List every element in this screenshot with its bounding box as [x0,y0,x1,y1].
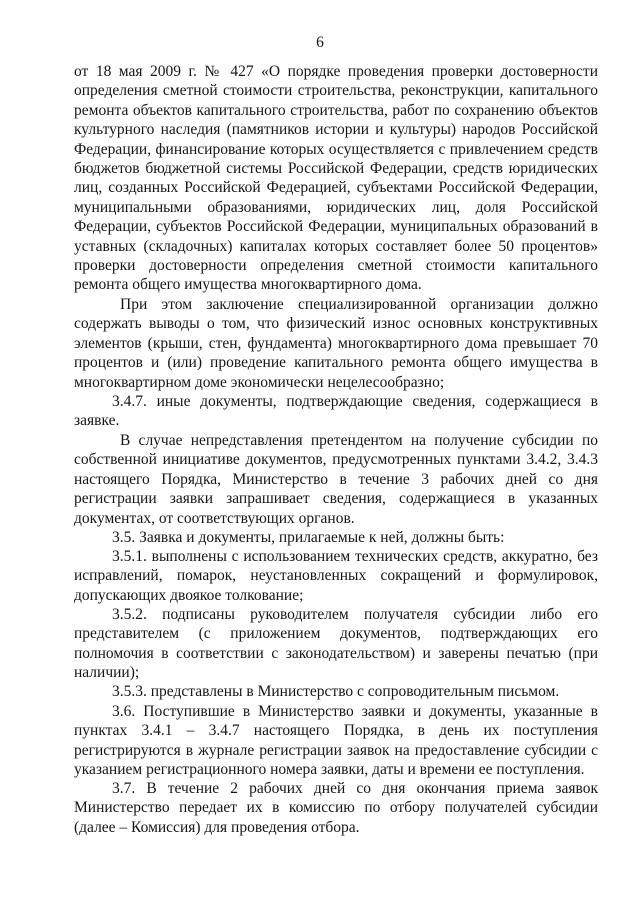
page-number: 6 [316,34,324,51]
paragraph-3-4-7: 3.4.7. иные документы, подтверждающие сведения, содержащиеся в заявке. [74,393,598,430]
paragraph-expertise-regulation: от 18 мая 2009 г. № 427 «О порядке проведения проверки достоверности определения сметной стоимости строительства, реконструкции, капитального ремонта объектов капитального строительства, работ по сохранению объектов культурного наследия (памятников истории и культуры) народов Российской Федерации, финансирование которых осуществляется с привлечением средств бюджетов бюджетной системы Российской Федерации, средств юридических лиц, созданных Российской Федерацией, субъектами Российской Федерации, муниципальными образованиями, юридических лиц, доля Российской Федерации, субъектов Российской Федерации, муниципальных образований в уставных (складочных) капиталах которых составляет более 50 процентов» проверки достоверности определения сметной стоимости капитального ремонта общего имущества многоквартирного дома. [74,63,598,294]
paragraph-specialized-conclusion: При этом заключение специализированной организации должно содержать выводы о том, что физический износ основных конструктивных элементов (крыши, стен, фундамента) многоквартирного дома превышает 70 процентов и (или) проведение капитального ремонта общего имущества в многоквартирном доме экономически нецелесообразно; [74,296,598,391]
paragraph-3-5-1: 3.5.1. выполнены с использованием технических средств, аккуратно, без исправлений, помарок, неустановленных сокращений и формулировок, допускающих двоякое толкование; [74,548,598,604]
paragraph-3-7: 3.7. В течение 2 рабочих дней со дня окончания приема заявок Министерство передает их в комиссию по отбору получателей субсидии (далее – Комиссия) для проведения отбора. [74,780,598,836]
paragraph-3-5: 3.5. Заявка и документы, прилагаемые к ней, должны быть: [112,529,505,546]
paragraph-non-submission: В случае непредставления претендентом на получение субсидии по собственной инициативе документов, предусмотренных пунктами 3.4.2, 3.4.3 настоящего Порядка, Министерство в течение 3 рабочих дней со дня регистрации заявки запрашивает сведения, содержащиеся в указанных документах, от соответствующих органов. [74,432,598,527]
paragraph-3-6: 3.6. Поступившие в Министерство заявки и документы, указанные в пунктах 3.4.1 – 3.4.7 настоящего Порядка, в день их поступления регистрируются в журнале регистрации заявок на предоставление субсидии с указанием регистрационного номера заявки, даты и времени ее поступления. [74,703,598,779]
paragraph-3-5-3: 3.5.3. представлены в Министерство с сопроводительным письмом. [112,683,560,700]
paragraph-3-5-2: 3.5.2. подписаны руководителем получателя субсидии либо его представителем (с приложением документов, подтверждающих его полномочия в соответствии с законодательством) и заверены печатью (при наличии); [74,606,598,682]
